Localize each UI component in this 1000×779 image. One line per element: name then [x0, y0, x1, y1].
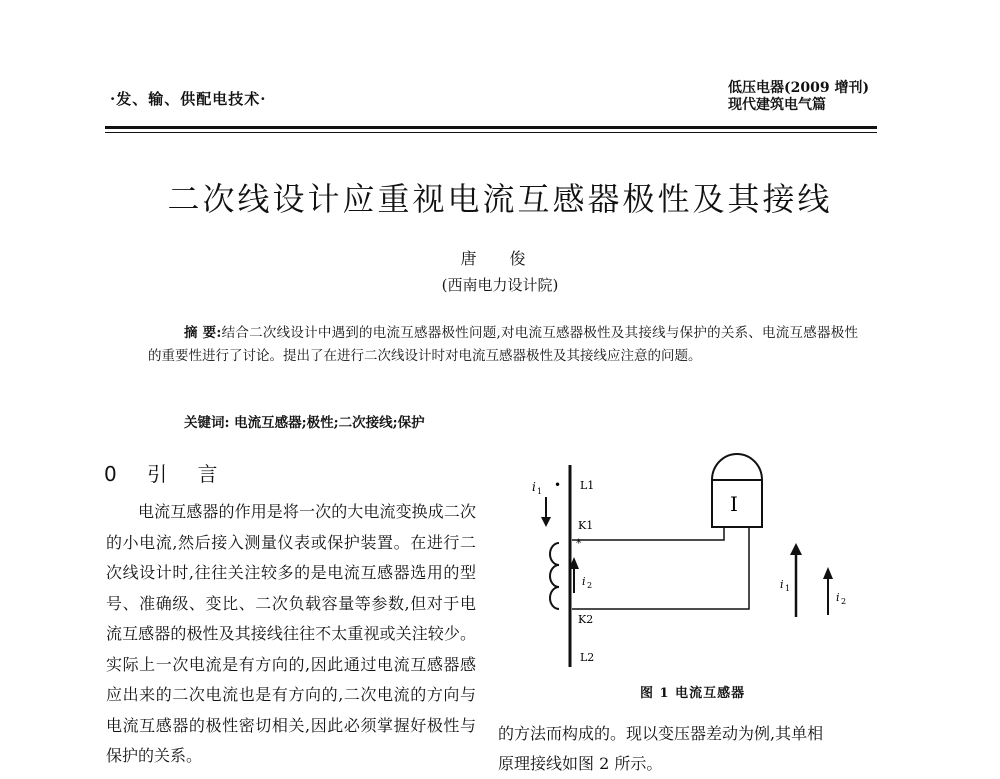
polarity-dot: • — [554, 478, 562, 492]
journal-issue: 低压电器(2009 增刊) — [728, 80, 870, 96]
label-K2: K2 — [578, 613, 594, 626]
header-rule-thick — [105, 126, 877, 129]
i1-arrow-left-head — [541, 517, 551, 527]
label-L1: L1 — [580, 479, 595, 492]
i2-arrow-right-head — [823, 567, 833, 579]
i1-left-sub: 1 — [537, 487, 543, 496]
i1-right-sub: 1 — [785, 584, 791, 593]
meter-dome — [712, 454, 762, 480]
meter-label: I — [730, 492, 738, 516]
author-affiliation: (西南电力设计院) — [441, 276, 559, 294]
label-K1: K1 — [578, 519, 594, 532]
i2-inner-label: i — [582, 575, 586, 588]
i1-arrow-right-head — [790, 543, 802, 555]
figure-caption: 图 1 电流互感器 — [640, 686, 746, 701]
article-title: 二次线设计应重视电流互感器极性及其接线 — [167, 180, 833, 218]
i2-inner-sub: 2 — [587, 581, 593, 590]
intro-body — [106, 497, 476, 772]
i1-right-label: i — [780, 578, 784, 591]
abstract-text: 结合二次线设计中遇到的电流互感器极性问题,对电流互感器极性及其接线与保护的关系、电流互感器极性的重要性进行了讨论。提出了在进行二次线设计时对电流互感器极性及其接线应注意的问题。 — [148, 325, 858, 364]
i2-right-sub: 2 — [841, 597, 847, 606]
i2-right-label: i — [836, 591, 840, 604]
right-column-line-1: 的方法而构成的。现以变压器差动为例,其单相 — [498, 724, 824, 743]
journal-part: 现代建筑电气篇 — [728, 97, 826, 113]
abstract-label: 摘 要: — [184, 325, 222, 341]
right-column-text — [498, 719, 888, 779]
secondary-wire-k1 — [572, 527, 724, 540]
label-L2: L2 — [580, 651, 595, 664]
i1-left-label: i — [532, 480, 536, 494]
author-name: 唐 俊 — [460, 249, 540, 268]
journal-info — [728, 80, 869, 114]
keywords: 关键词: 电流互感器;极性;二次接线;保护 — [184, 415, 425, 431]
intro-paragraph: 电流互感器的作用是将一次的大电流变换成二次的小电流,然后接入测量仪表或保护装置。在进行二次线设计时,往往关注较多的是电流互感器选用的型号、准确级、变比、二次负载容量等参数,但对于电流互感器的极性及其接线往往不太重视或关注较少。实际上一次电流是有方向的,因此通过电流互感器感应出来的二次电流也是有方向的,二次电流的方向与电流互感器的极性密切相关,因此必须掌握好极性与保护的关系。 — [106, 502, 476, 765]
journal-section-label: ·发、输、供配电技术· — [110, 90, 267, 108]
polarity-star: * — [576, 537, 582, 550]
right-column-line-2: 原理接线如图 2 所示。 — [498, 754, 663, 773]
section-heading: 0 引 言 — [104, 462, 230, 486]
header-rule-thin — [105, 132, 877, 133]
abstract — [148, 322, 858, 368]
ct-coil — [550, 543, 559, 609]
ct-diagram — [514, 445, 884, 675]
